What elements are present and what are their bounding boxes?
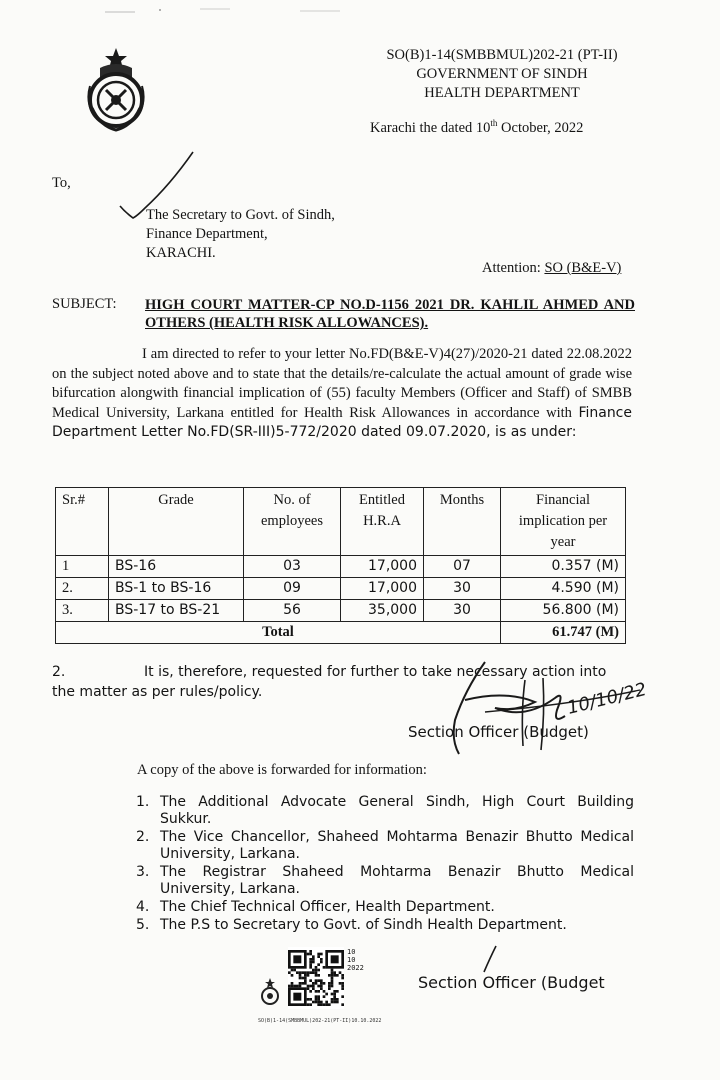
subject-label: SUBJECT: bbox=[52, 296, 117, 312]
scan-marks bbox=[0, 0, 720, 20]
body-paragraph-2: 2. It is, therefore, requested for further to take necessary action into the matter as per rules/policy. bbox=[52, 664, 607, 700]
table-row: 2. BS-1 to BS-16 09 17,000 30 4.590 (M) bbox=[56, 578, 626, 600]
copy-forward-intro: A copy of the above is forwarded for information: bbox=[137, 762, 427, 778]
col-header-hra: Entitled H.R.A bbox=[341, 488, 424, 556]
table-total-row bbox=[56, 622, 626, 644]
letter-header bbox=[352, 46, 652, 103]
qr-code bbox=[288, 947, 344, 1009]
list-item: 4. The Chief Technical Officer, Health Department. bbox=[136, 899, 495, 915]
list-item: 1. The Additional Advocate General Sindh, High Court Building Sukkur. bbox=[136, 794, 634, 827]
col-header-employees: No. of employees bbox=[244, 488, 341, 556]
col-header-grade: Grade bbox=[109, 488, 244, 556]
small-emblem-logo bbox=[258, 978, 282, 1006]
table-row: 3. BS-17 to BS-21 56 35,000 30 56.800 (M) bbox=[56, 600, 626, 622]
to-label: To, bbox=[52, 175, 71, 191]
copy-recipient-list bbox=[136, 794, 634, 935]
total-label: Total bbox=[56, 622, 501, 644]
col-header-months: Months bbox=[424, 488, 501, 556]
handwritten-signature-2 bbox=[480, 944, 500, 974]
letter-date: Karachi the dated 10th October, 2022 bbox=[370, 118, 584, 136]
body-paragraph-1: I am directed to refer to your letter No.FD(B&E-V)4(27)/2020-21 dated 22.08.2022 on the subject noted above and to state that the details/re-calculate the actual amount of grade wise bifurcation alongwith financial implication of (55) faculty Members (Officer and Staff) of SMBB Medical University, Larkana entitled for Health Risk Allowances in accordance with Finance Department Letter No.FD(SR-III)5-772/2020 dated 09.07.2020, is as under: bbox=[52, 346, 632, 440]
government-name: GOVERNMENT OF SINDH bbox=[416, 66, 588, 82]
reference-number: SO(B)1-14(SMBBMUL)202-21 (PT-II) bbox=[386, 47, 618, 63]
qr-date-stamp: 10 10 2022 bbox=[347, 948, 364, 972]
signatory-title-2: Section Officer (Budget bbox=[418, 973, 605, 992]
subject-text: HIGH COURT MATTER-CP NO.D-1156 2021 DR. KAHLIL AHMED AND OTHERS (HEALTH RISK ALLOWANCES). bbox=[145, 297, 635, 331]
table-row: 1 BS-16 03 17,000 07 0.357 (M) bbox=[56, 556, 626, 578]
signatory-title-1: Section Officer (Budget) bbox=[408, 723, 589, 741]
qr-caption: SO(B)1-14(SMBBMUL)202-21(PT-II)10.10.2022 bbox=[258, 1018, 382, 1024]
list-item: 2. The Vice Chancellor, Shaheed Mohtarma Benazir Bhutto Medical University, Larkana. bbox=[136, 829, 634, 862]
department-name: HEALTH DEPARTMENT bbox=[424, 85, 580, 101]
attention-line: Attention: SO (B&E-V) bbox=[482, 260, 622, 276]
addressee-block: The Secretary to Govt. of Sindh, Finance Department, KARACHI. bbox=[146, 207, 335, 261]
col-header-sr: Sr.# bbox=[56, 488, 109, 556]
handwritten-signature-1 bbox=[425, 650, 655, 762]
svg-text:10/10/22: 10/10/22 bbox=[565, 678, 649, 719]
allowance-table bbox=[55, 487, 626, 644]
list-item: 5. The P.S to Secretary to Govt. of Sindh Health Department. bbox=[136, 917, 567, 933]
col-header-financial: Financial implication per year bbox=[501, 488, 626, 556]
table-header-row bbox=[56, 488, 626, 556]
list-item: 3. The Registrar Shaheed Mohtarma Benazir Bhutto Medical University, Larkana. bbox=[136, 864, 634, 897]
total-value: 61.747 (M) bbox=[501, 622, 626, 644]
sindh-emblem-logo bbox=[80, 46, 152, 134]
